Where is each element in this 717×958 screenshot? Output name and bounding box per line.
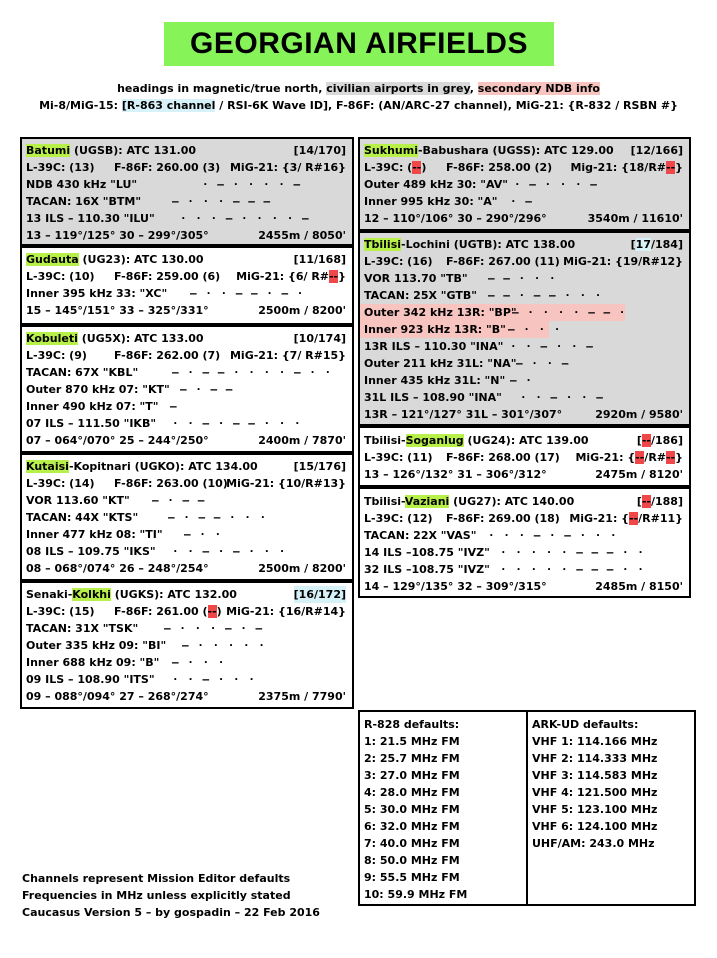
text-span: TACAN: 22X "VAS" bbox=[364, 529, 477, 542]
text-span: 2400m / 7870' bbox=[258, 434, 346, 447]
text-span: VOR 113.70 "TB" bbox=[364, 272, 468, 285]
radio-defaults-table bbox=[358, 710, 696, 906]
morse-code: · · – · – – · · · bbox=[172, 417, 302, 430]
text-span: 09 ILS – 108.90 "ITS" bbox=[26, 673, 155, 686]
airfield-name: Kutaisi bbox=[26, 460, 69, 473]
info-line bbox=[360, 304, 625, 321]
airfield-tbilisi-soganlug bbox=[358, 426, 691, 487]
info-line bbox=[22, 586, 352, 603]
text-span: 14 – 129°/135° 32 – 309°/315° bbox=[364, 580, 547, 593]
info-line bbox=[360, 493, 689, 510]
text-span: secondary NDB info bbox=[477, 82, 600, 95]
missing-value-marker: -- bbox=[412, 161, 422, 174]
text-span: [14/170] bbox=[293, 144, 346, 157]
text-span bbox=[631, 236, 683, 253]
r828-item: 7: 40.0 MHz FM bbox=[364, 837, 460, 850]
text-span: 2500m / 8200' bbox=[258, 562, 346, 575]
info-line bbox=[360, 389, 689, 406]
text-span bbox=[114, 603, 222, 620]
text-span: Tbilisi- bbox=[364, 495, 405, 508]
text-span: Mi-8/MiG-15: bbox=[39, 99, 122, 112]
text-span: MiG-21: {16/R#14} bbox=[226, 605, 346, 618]
morse-code: · · – · · – bbox=[510, 340, 594, 353]
r828-item: 2: 25.7 MHz FM bbox=[364, 752, 460, 765]
text-span: L-39C: (9) bbox=[26, 349, 87, 362]
text-span: F-86F: 263.00 (10) bbox=[114, 477, 228, 490]
info-line bbox=[22, 492, 352, 509]
info-line bbox=[22, 398, 352, 415]
text-span: [16/172] bbox=[293, 588, 346, 601]
r828-item: 4: 28.0 MHz FM bbox=[364, 786, 460, 799]
text-span: [ bbox=[636, 495, 642, 508]
info-line bbox=[22, 620, 352, 637]
morse-code: – · · – – · – · bbox=[190, 287, 305, 300]
text-span: L-39C: ( bbox=[364, 161, 413, 174]
missing-value-marker: -- bbox=[641, 434, 651, 447]
info-line bbox=[22, 227, 352, 244]
info-line bbox=[22, 381, 352, 398]
info-line bbox=[22, 268, 352, 285]
morse-code: · · · – · · · · – bbox=[180, 212, 310, 225]
text-span: 13R ILS – 110.30 "INA" bbox=[364, 340, 504, 353]
airfield-sukhumi bbox=[358, 137, 691, 231]
morse-code: · · · · · – – – · · bbox=[500, 546, 645, 559]
morse-code: – · – – bbox=[180, 383, 234, 396]
text-span: MiG-21: {3/ R#16} bbox=[229, 161, 346, 174]
r828-item: 6: 32.0 MHz FM bbox=[364, 820, 460, 833]
text-span: [ bbox=[630, 238, 636, 251]
info-line bbox=[22, 671, 352, 688]
text-span bbox=[575, 449, 683, 466]
text-span: MiG-21: { bbox=[569, 512, 630, 525]
text-span: MiG-21: {10/R#13} bbox=[226, 477, 346, 490]
text-span: /186] bbox=[650, 434, 683, 447]
text-span: 15 – 145°/151° 33 – 325°/331° bbox=[26, 304, 209, 317]
text-span: 08 – 068°/074° 26 – 248°/254° bbox=[26, 562, 209, 575]
text-span bbox=[637, 493, 683, 510]
info-line bbox=[22, 302, 352, 319]
text-span: L-39C: (11) bbox=[364, 451, 433, 464]
text-span bbox=[236, 268, 346, 285]
text-span: L-39C: (15) bbox=[26, 605, 95, 618]
airfield-name: Soganlug bbox=[405, 434, 464, 447]
info-line bbox=[22, 193, 352, 210]
text-span: -Lochini (UGTB): ATC 138.00 bbox=[401, 238, 576, 251]
info-line bbox=[360, 372, 689, 389]
text-span: (UG27): ATC 140.00 bbox=[449, 495, 575, 508]
airfield-name: Kolkhi bbox=[72, 588, 111, 601]
text-span: 13 – 119°/125° 30 – 299°/305° bbox=[26, 229, 209, 242]
text-span: (UGKS): ATC 132.00 bbox=[110, 588, 237, 601]
info-line bbox=[22, 637, 352, 654]
info-line bbox=[22, 543, 352, 560]
text-span: L-39C: (13) bbox=[26, 161, 95, 174]
info-line bbox=[360, 510, 689, 527]
text-span: (UG24): ATC 139.00 bbox=[463, 434, 589, 447]
text-span: F-86F: 259.00 (6) bbox=[114, 270, 221, 283]
text-span: Senaki- bbox=[26, 588, 73, 601]
airfield-name: Vaziani bbox=[404, 495, 450, 508]
text-span: NDB 430 kHz "LU" bbox=[26, 178, 138, 191]
info-line bbox=[22, 415, 352, 432]
arkud-item: VHF 2: 114.333 MHz bbox=[532, 752, 658, 765]
text-span: Inner 395 kHz 33: "XC" bbox=[26, 287, 168, 300]
morse-code: – · · · · · bbox=[182, 639, 266, 652]
text-span: /R#11} bbox=[638, 512, 683, 525]
text-span: TACAN: 67X "KBL" bbox=[26, 366, 139, 379]
info-line bbox=[22, 509, 352, 526]
text-span: 08 ILS – 109.75 "IKS" bbox=[26, 545, 156, 558]
airfield-senaki-kolkhi bbox=[20, 581, 354, 709]
text-span: 14 ILS –108.75 "IVZ" bbox=[364, 546, 490, 559]
airfield-gudauta bbox=[20, 246, 354, 325]
airfield-name: Gudauta bbox=[26, 253, 79, 266]
info-line bbox=[360, 176, 689, 193]
text-span: civilian airports in grey bbox=[326, 82, 470, 95]
info-line bbox=[22, 526, 352, 543]
morse-code: · · – · – · · · bbox=[172, 545, 287, 558]
airfield-name: Tbilisi bbox=[364, 238, 402, 251]
morse-code: · · – · · – bbox=[520, 391, 604, 404]
text-span: [10/174] bbox=[293, 332, 346, 345]
morse-code: – bbox=[170, 400, 178, 413]
info-line bbox=[22, 560, 352, 577]
r828-item: 10: 59.9 MHz FM bbox=[364, 888, 468, 901]
morse-code: – · · · – – – bbox=[172, 195, 272, 208]
airfield-batumi bbox=[20, 137, 354, 246]
text-span: TACAN: 25X "GTB" bbox=[364, 289, 477, 302]
text-span: Inner 923 kHz 13R: "B" bbox=[364, 323, 506, 336]
info-line bbox=[22, 251, 352, 268]
r828-defaults bbox=[360, 712, 528, 904]
morse-code: – · · · · – – · bbox=[512, 306, 627, 319]
text-span: F-86F: 258.00 (2) bbox=[446, 161, 553, 174]
info-line bbox=[360, 142, 689, 159]
airfield-name: Batumi bbox=[26, 144, 71, 157]
morse-code: · · – · · · bbox=[172, 673, 256, 686]
info-line bbox=[22, 142, 352, 159]
text-span: MiG-21: {7/ R#15} bbox=[229, 349, 346, 362]
text-span: MiG-21: {19/R#12} bbox=[563, 255, 683, 268]
text-span: } bbox=[675, 161, 683, 174]
text-span: L-39C: (14) bbox=[26, 477, 95, 490]
text-span: 13 ILS – 110.30 "ILU" bbox=[26, 212, 155, 225]
morse-code: – · · · bbox=[508, 323, 562, 336]
morse-code: – · – – · · · bbox=[168, 511, 268, 524]
arkud-item: VHF 6: 124.100 MHz bbox=[532, 820, 658, 833]
text-span: headings in magnetic/true north, bbox=[117, 82, 327, 95]
info-line bbox=[360, 527, 689, 544]
info-line bbox=[360, 270, 689, 287]
r828-item: 3: 27.0 MHz FM bbox=[364, 769, 460, 782]
morse-code: – · · bbox=[184, 528, 223, 541]
text-span: Inner 688 kHz 09: "B" bbox=[26, 656, 160, 669]
info-line bbox=[360, 432, 689, 449]
text-span: 09 – 088°/094° 27 – 268°/274° bbox=[26, 690, 209, 703]
text-span: F-86F: 260.00 (3) bbox=[114, 161, 221, 174]
text-span: F-86F: 269.00 (18) bbox=[446, 512, 560, 525]
info-line bbox=[22, 458, 352, 475]
info-line bbox=[22, 688, 352, 705]
info-line bbox=[360, 236, 689, 253]
text-span: ) bbox=[421, 161, 427, 174]
info-line bbox=[360, 193, 689, 210]
legend-line-2 bbox=[0, 99, 717, 112]
info-line bbox=[22, 330, 352, 347]
morse-code: · – · · · · – bbox=[202, 178, 302, 191]
text-span bbox=[570, 159, 683, 176]
text-span: F-86F: 261.00 ( bbox=[114, 605, 208, 618]
text-span: 2475m / 8120' bbox=[595, 468, 683, 481]
text-span: } bbox=[675, 451, 683, 464]
info-line bbox=[360, 466, 689, 483]
r828-item: 1: 21.5 MHz FM bbox=[364, 735, 460, 748]
text-span: 13 – 126°/132° 31 – 306°/312° bbox=[364, 468, 547, 481]
info-line bbox=[360, 210, 689, 227]
arkud-defaults bbox=[528, 712, 694, 904]
info-line bbox=[22, 176, 352, 193]
arkud-item: VHF 1: 114.166 MHz bbox=[532, 735, 658, 748]
footer-line: Caucasus Version 5 – by gospadin – 22 Feb 2016 bbox=[22, 906, 320, 919]
morse-code: – – · – – · · · bbox=[488, 289, 603, 302]
text-span: F-86F: 268.00 (17) bbox=[446, 451, 560, 464]
info-line bbox=[360, 544, 689, 561]
footer-line: Channels represent Mission Editor defaults bbox=[22, 872, 291, 885]
text-span: VOR 113.60 "KT" bbox=[26, 494, 130, 507]
text-span: TACAN: 31X "TSK" bbox=[26, 622, 139, 635]
text-span: Mig-21: {18/R# bbox=[570, 161, 667, 174]
arkud-item: VHF 5: 123.100 MHz bbox=[532, 803, 658, 816]
morse-code: – · · · – · – bbox=[164, 622, 264, 635]
text-span: 17 bbox=[635, 238, 651, 251]
text-span: /184] bbox=[650, 238, 683, 251]
text-span: Tbilisi- bbox=[364, 434, 406, 447]
text-span: /188] bbox=[650, 495, 683, 508]
text-span: Outer 335 kHz 09: "BI" bbox=[26, 639, 167, 652]
text-span: 13R – 121°/127° 31L – 301°/307° bbox=[364, 408, 563, 421]
text-span: TACAN: 16X "BTM" bbox=[26, 195, 142, 208]
info-line bbox=[22, 285, 352, 302]
missing-value-marker: -- bbox=[635, 451, 645, 464]
text-span: Outer 211 kHz 31L: "NA" bbox=[364, 357, 517, 370]
text-span: ) bbox=[216, 605, 222, 618]
r828-title: R-828 defaults: bbox=[364, 718, 460, 731]
airfield-name: Kobuleti bbox=[26, 332, 78, 345]
info-line bbox=[360, 159, 689, 176]
morse-code: · – bbox=[510, 195, 533, 208]
info-line bbox=[360, 449, 689, 466]
missing-value-marker: -- bbox=[641, 495, 651, 508]
text-span: 12 – 110°/106° 30 – 290°/296° bbox=[364, 212, 547, 225]
text-span: F-86F: 262.00 (7) bbox=[114, 349, 221, 362]
info-line bbox=[360, 287, 689, 304]
text-span: , bbox=[469, 82, 478, 95]
text-span: MiG-21: { bbox=[575, 451, 636, 464]
info-line bbox=[360, 338, 689, 355]
text-span: Inner 490 kHz 07: "T" bbox=[26, 400, 159, 413]
text-span: 2375m / 7790' bbox=[258, 690, 346, 703]
arkud-item: UHF/AM: 243.0 MHz bbox=[532, 837, 655, 850]
text-span: 2500m / 8200' bbox=[258, 304, 346, 317]
text-span: L-39C: (16) bbox=[364, 255, 433, 268]
text-span: MiG-21: {6/ R# bbox=[236, 270, 330, 283]
morse-code: · · · · · – – – · · bbox=[500, 563, 645, 576]
text-span: (UGSB): ATC 131.00 bbox=[70, 144, 197, 157]
text-span: [15/176] bbox=[293, 460, 346, 473]
r828-item: 5: 30.0 MHz FM bbox=[364, 803, 460, 816]
airfield-name: Sukhumi bbox=[364, 144, 418, 157]
info-line bbox=[360, 578, 689, 595]
arkud-item: VHF 4: 121.500 MHz bbox=[532, 786, 658, 799]
page-title: GEORGIAN AIRFIELDS bbox=[164, 22, 554, 66]
missing-value-marker: -- bbox=[629, 512, 639, 525]
text-span: 3540m / 11610' bbox=[587, 212, 683, 225]
morse-code: · – · · · – bbox=[514, 178, 598, 191]
legend-line-1 bbox=[0, 82, 717, 95]
text-span: [11/168] bbox=[293, 253, 346, 266]
missing-value-marker: -- bbox=[207, 605, 217, 618]
info-line bbox=[360, 253, 689, 270]
text-span: (UG5X): ATC 133.00 bbox=[77, 332, 204, 345]
text-span: /R# bbox=[644, 451, 667, 464]
morse-code: – · – – bbox=[152, 494, 206, 507]
text-span: -Kopitnari (UGKO): ATC 134.00 bbox=[68, 460, 258, 473]
airfield-kobuleti bbox=[20, 325, 354, 453]
morse-code: – · · · bbox=[172, 656, 226, 669]
footer-notes bbox=[22, 870, 320, 921]
airfield-tbilisi-lochini bbox=[358, 231, 691, 426]
text-span: L-39C: (10) bbox=[26, 270, 95, 283]
text-span: (UG23): ATC 130.00 bbox=[78, 253, 204, 266]
info-line bbox=[22, 364, 352, 381]
text-span: Inner 995 kHz 30: "A" bbox=[364, 195, 498, 208]
info-line bbox=[360, 321, 562, 338]
info-line bbox=[22, 475, 352, 492]
info-line bbox=[360, 406, 689, 423]
airfield-kutaisi bbox=[20, 453, 354, 581]
text-span: [R-863 channel bbox=[121, 99, 216, 112]
footer-line: Frequencies in MHz unless explicitly stated bbox=[22, 889, 291, 902]
text-span: Inner 477 kHz 08: "TI" bbox=[26, 528, 163, 541]
text-span: F-86F: 267.00 (11) bbox=[446, 255, 560, 268]
text-span: 31L ILS – 108.90 "INA" bbox=[364, 391, 502, 404]
text-span: L-39C: (12) bbox=[364, 512, 433, 525]
text-span: / RSI-6K Wave ID], F-86F: (AN/ARC-27 channel), MiG-21: {R-832 / RSBN #} bbox=[215, 99, 678, 112]
info-line bbox=[360, 355, 689, 372]
text-span: 32 ILS –108.75 "IVZ" bbox=[364, 563, 490, 576]
text-span: } bbox=[338, 270, 346, 283]
morse-code: – · bbox=[510, 374, 533, 387]
text-span: Outer 489 kHz 30: "AV" bbox=[364, 178, 508, 191]
info-line bbox=[22, 654, 352, 671]
morse-code: – · · – bbox=[516, 357, 570, 370]
text-span: 07 – 064°/070° 25 – 244°/250° bbox=[26, 434, 209, 447]
r828-item: 8: 50.0 MHz FM bbox=[364, 854, 460, 867]
missing-value-marker: -- bbox=[666, 161, 676, 174]
r828-item: 9: 55.5 MHz FM bbox=[364, 871, 460, 884]
text-span: TACAN: 44X "KTS" bbox=[26, 511, 139, 524]
info-line bbox=[360, 561, 689, 578]
info-line bbox=[22, 210, 352, 227]
text-span: 07 ILS – 111.50 "IKB" bbox=[26, 417, 157, 430]
arkud-title: ARK-UD defaults: bbox=[532, 718, 639, 731]
arkud-item: VHF 3: 114.583 MHz bbox=[532, 769, 658, 782]
text-span: Outer 342 kHz 13R: "BP" bbox=[364, 306, 517, 319]
info-line bbox=[22, 159, 352, 176]
text-span: [12/166] bbox=[630, 144, 683, 157]
morse-code: – – · · · bbox=[488, 272, 557, 285]
info-line bbox=[22, 603, 352, 620]
morse-code: – · – – · · · · – · · bbox=[172, 366, 333, 379]
text-span: [ bbox=[636, 434, 642, 447]
text-span: Outer 870 kHz 07: "KT" bbox=[26, 383, 170, 396]
missing-value-marker: -- bbox=[329, 270, 339, 283]
info-line bbox=[22, 347, 352, 364]
info-line bbox=[22, 432, 352, 449]
missing-value-marker: -- bbox=[666, 451, 676, 464]
text-span: 2485m / 8150' bbox=[595, 580, 683, 593]
airfield-tbilisi-vaziani bbox=[358, 487, 691, 598]
text-span: 2455m / 8050' bbox=[258, 229, 346, 242]
text-span bbox=[569, 510, 683, 527]
text-span: 2920m / 9580' bbox=[595, 408, 683, 421]
morse-code: · · · – · – · · · bbox=[488, 529, 618, 542]
text-span: Inner 435 kHz 31L: "N" bbox=[364, 374, 506, 387]
text-span: -Babushara (UGSS): ATC 129.00 bbox=[417, 144, 614, 157]
text-span bbox=[637, 432, 683, 449]
